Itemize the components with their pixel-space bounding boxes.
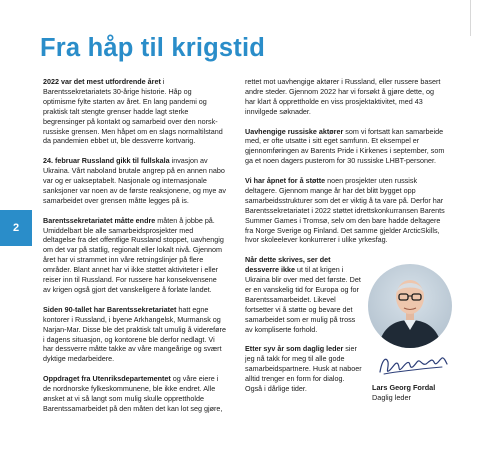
author-role: Daglig leder bbox=[372, 393, 411, 402]
paragraph bbox=[245, 344, 363, 394]
author-portrait bbox=[368, 264, 452, 348]
paragraph-lead: 2022 var det mest utfordrende året bbox=[43, 77, 161, 86]
author-name: Lars Georg Fordal bbox=[372, 383, 436, 392]
paragraph-text: sier jeg nå takk for meg til alle gode samarbeidspartnere. Husk at naboer alltid trenger en form for dialog. Også i dårlige tider. bbox=[245, 344, 362, 394]
portrait-illustration bbox=[368, 264, 452, 348]
paragraph-lead: 24. februar Russland gikk til fullskala bbox=[43, 156, 170, 166]
paragraph-text: og våre eiere i de nordnorske fylkeskommunene, ble ikke endret. Alle ønsket at vi så langt som mulig skulle opprettholde Barentssamarbeidet på den måten det kan lot seg gjøre, bbox=[43, 374, 223, 413]
page-edge-line bbox=[470, 0, 480, 36]
paragraph-text: i Barentssekretariatets 30-årige historie. Håp og optimisme fylte starten av året. En lang pandemi og praktisk talt stengte grenser hadde lagt sterke begrensinger på kontakt og samarbeid over den norsk-russiske grensen. Men håpet om en slags normaltilstand da pandemien ebbet ut, ble dessverre kortvarig. bbox=[43, 77, 223, 146]
paragraph-lead: Uavhengige russiske aktører bbox=[245, 126, 344, 136]
paragraph-text: ut til at krigen i Ukraina blir over med det første. Det er en vanskelig tid for Europa og for Barentssamarbeidet. Likevel fortsetter vi å støtte og bevare det samarbeidet som er mulig på tross av kompliserte forhold. bbox=[245, 265, 361, 334]
paragraph bbox=[245, 176, 445, 245]
left-column bbox=[43, 77, 226, 424]
paragraph bbox=[43, 77, 226, 146]
author-caption bbox=[372, 383, 435, 403]
page-number-badge: 2 bbox=[0, 210, 32, 246]
paragraph-text: hatt egne kontorer i Russland, i byene Arkhangelsk, Murmansk og Narjan-Mar. Disse ble det praktisk talt umulig å videreføre i dagens situasjon, og kontorene ble derfor nedlagt. Vi har dessverre måtte takke av våre mangeårige og svært dyktige medarbeidere. bbox=[43, 304, 226, 364]
paragraph-text: invasjon av Ukraina. Vårt naboland brutale angrep på en annen nabo var og er uakseptabelt. Nasjonale og internasjonale sanksjoner var noen av de første reaksjonene, og mye av samarbeidet over grensen måtte legges på is. bbox=[43, 156, 226, 205]
paragraph-text: måten å jobbe på. Umiddelbart ble alle samarbeidsprosjekter med deltagelse fra det offentlige Russland stoppet, uavhengig om det var på statlig, regionalt eller lokalt nivå. Gjennom året har vi strammet inn våre retningslinjer på flere områder. Blant annet har vi ikke støttet aktiviteter i eller reiser inn til Russland. For russere har konsekvensene av krigen også gjort det vanskeligere å forlate landet. bbox=[43, 215, 224, 294]
paragraph-lead: Siden 90-tallet har Barentssekretariatet bbox=[43, 304, 177, 314]
paragraph-text: noen prosjekter uten russisk deltagere. Gjennom mange år har det blitt bygget opp samarbeidsstrukturer som det er viktig å ta vare på. Derfor har Barentssekretariatet i 2022 støttet idrettskonkurransen Barents Summer Games i Tromsø, selv om den bare hadde deltagere fra Norge Sverige og Finland. Det samme gjelder ArcticSkills, hvor skoleelever konkurrerer i ulike yrkesfag. bbox=[245, 176, 445, 245]
paragraph-lead: Barentssekretariatet måtte endre bbox=[43, 215, 156, 225]
paragraph bbox=[245, 77, 445, 117]
paragraph bbox=[43, 156, 226, 206]
page-title: Fra håp til krigstid bbox=[40, 34, 266, 62]
paragraph-text: rettet mot uavhengige aktører i Russland, eller russere basert andre steder. Gjennom 2022 har vi forsøkt å gjøre dette, og har klart å opprettholde en viss prosjektaktivitet, med 43 innvilgede søknader. bbox=[245, 77, 441, 116]
paragraph-lead: Oppdraget fra Utenriksdepartementet bbox=[43, 374, 171, 384]
paragraph-text: som vi fortsatt kan samarbeide med, er ofte utsatte i sitt eget samfunn. Et eksempel er gjennomføringen av Barents Pride i Kirkenes i september, som ga et noen dagers pusterom for 30 russiske LHBT-personer. bbox=[245, 126, 445, 166]
paragraph bbox=[245, 127, 445, 167]
paragraph bbox=[43, 216, 226, 295]
paragraph bbox=[43, 374, 226, 414]
paragraph-lead: Etter syv år som daglig leder bbox=[245, 344, 344, 354]
paragraph-lead: Når dette skrives, ser det dessverre ikke bbox=[245, 255, 331, 275]
paragraph-lead: Vi har åpnet for å støtte bbox=[245, 176, 326, 186]
paragraph bbox=[245, 255, 363, 334]
signature-image bbox=[376, 352, 450, 378]
paragraph bbox=[43, 305, 226, 364]
